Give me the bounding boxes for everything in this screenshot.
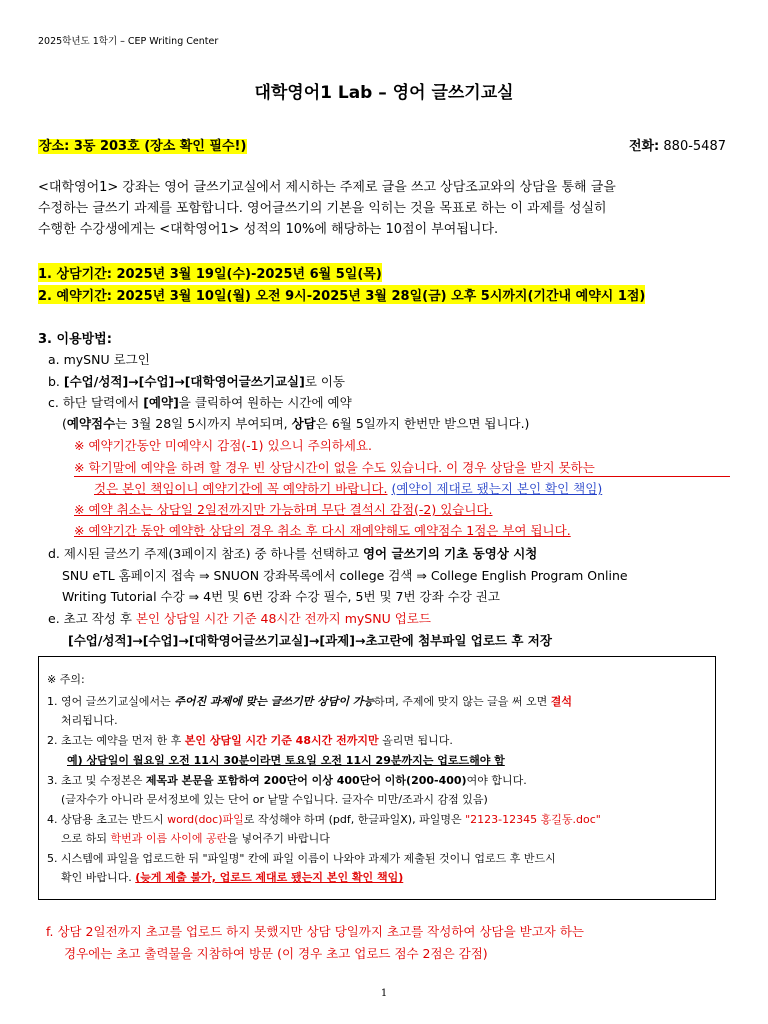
step-e — [48, 609, 431, 627]
caution-text: 올리면 됩니다. — [378, 734, 453, 747]
warning-3: ※ 예약 취소는 상담일 2일전까지만 가능하며 무단 결석시 감점(-2) 있습니다. — [74, 502, 493, 517]
reservation-period: 2. 예약기간: 2025년 3월 10일(월) 오전 9시-2025년 3월 28일(금) 오후 5시까지(기간내 예약시 1점) — [38, 285, 645, 304]
step-d-line3: Writing Tutorial 수강 ⇒ 4번 및 6번 강좌 수강 필수, 5번 및 7번 강좌 수강 권고 — [62, 589, 500, 604]
warning-2-blue: (예약이 제대로 됐는지 본인 확인 책임) — [391, 481, 603, 496]
step-e-path: [수업/성적]→[수업]→[대학영어글쓰기교실]→[과제]→초고란에 첨부파일 업로드 후 저장 — [68, 633, 552, 648]
caution-item-4 — [47, 811, 601, 827]
step-c-prefix: c. 하단 달력에서 — [48, 395, 144, 410]
location-row — [38, 135, 726, 154]
consultation-period: 1. 상담기간: 2025년 3월 19일(수)-2025년 6월 5일(목) — [38, 263, 382, 282]
caution-red: word(doc)파일 — [167, 813, 244, 826]
caution-heading: ※ 주의: — [47, 673, 85, 686]
step-c — [48, 393, 352, 411]
note-part-bold: 예약점수 — [66, 416, 116, 431]
intro-paragraph — [38, 177, 732, 240]
step-c-reserve: [예약] — [143, 395, 179, 410]
page-number: 1 — [380, 988, 388, 999]
caution-text: 확인 바랍니다. — [61, 871, 136, 884]
caution-text: 로 작성해야 하며 (pdf, 한글파일X), 파일명은 — [243, 813, 466, 826]
step-b-path: [수업/성적]→[수업]→[대학영어글쓰기교실] — [63, 374, 305, 389]
step-b-suffix: 로 이동 — [304, 374, 346, 389]
caution-bold: 제목과 본문을 포함하여 200단어 이상 400단어 이하(200-400) — [145, 774, 467, 787]
caution-text: 4. 상담용 초고는 반드시 — [47, 813, 168, 826]
warning-4: ※ 예약기간 동안 예약한 상담의 경우 취소 후 다시 재예약해도 예약점수 1점은 부여 됩니다. — [74, 523, 571, 538]
step-b — [48, 372, 345, 390]
section-usage-heading: 3. 이용방법: — [38, 332, 112, 347]
step-d — [48, 544, 537, 562]
caution-red: "2123-12345 홍길동.doc" — [465, 813, 601, 826]
document-header: 2025학년도 1학기 – CEP Writing Center — [38, 36, 219, 47]
note-part-bold: 상담 — [291, 416, 316, 431]
location-label: 장소: 3동 203호 (장소 확인 필수!) — [39, 139, 247, 154]
note-part: ( — [62, 416, 67, 431]
caution-item-3-cont: (글자수가 아니라 문서정보에 있는 단어 or 낱말 수입니다. 글자수 미만/조과시 감점 있음) — [61, 793, 488, 806]
phone-label: 전화: — [628, 139, 660, 154]
caution-item-2-example: 예) 상담일이 월요일 오전 11시 30분이라면 토요일 오전 11시 29분까지는 업로드해야 함 — [67, 754, 505, 767]
step-e-red: 본인 상담일 시간 기준 48시간 전까지 mySNU 업로드 — [135, 611, 431, 626]
note-part: 는 3월 28일 5시까지 부여되며, — [115, 416, 292, 431]
caution-red: 학번과 이름 사이에 공란 — [110, 832, 228, 845]
caution-item-2 — [47, 732, 453, 748]
step-f-cont: 경우에는 초고 출력물을 지참하여 방문 (이 경우 초고 업로드 점수 2점은 감점) — [64, 946, 488, 961]
step-e-prefix: e. 초고 작성 후 — [48, 611, 136, 626]
step-d-prefix: d. 제시된 글쓰기 주제(3페이지 참조) 중 하나를 선택하고 — [48, 546, 363, 561]
caution-text: 을 넣어주기 바랍니다 — [227, 832, 330, 845]
warning-2-red: 것은 본인 책임이니 예약기간에 꼭 예약하기 바랍니다. — [94, 481, 388, 496]
caution-text: 하며, 주제에 맞지 않는 글을 써 오면 — [374, 695, 551, 708]
phone-info — [629, 135, 726, 154]
warning-2: ※ 학기말에 예약을 하려 할 경우 빈 상담시간이 없을 수도 있습니다. 이 경우 상담을 받지 못하는 — [74, 458, 730, 477]
intro-line: 수정하는 글쓰기 과제를 포함합니다. 영어글쓰기의 기본을 익히는 것을 목표로 하는 이 과제를 성실히 — [38, 201, 607, 216]
step-c-note — [62, 414, 529, 432]
caution-text: 여야 합니다. — [466, 774, 527, 787]
step-a: a. mySNU 로그인 — [48, 352, 150, 367]
step-d-line2: SNU eTL 홈페이지 접속 ⇒ SNUON 강좌목록에서 college 검색 ⇒ College English Program Online — [62, 568, 628, 583]
step-b-prefix: b. — [48, 374, 64, 389]
warning-1: ※ 예약기간동안 미예약시 감점(-1) 있으니 주의하세요. — [74, 438, 373, 453]
step-c-suffix: 을 클릭하여 원하는 시간에 예약 — [178, 395, 352, 410]
step-f: f. 상담 2일전까지 초고를 업로드 하지 못했지만 상담 당일까지 초고를 작성하여 상담을 받고자 하는 — [46, 924, 584, 939]
step-d-bold: 영어 글쓰기의 기초 동영상 시청 — [362, 546, 538, 561]
caution-red: (늦게 제출 불가, 업로드 제대로 됐는지 본인 확인 책임) — [135, 871, 404, 884]
intro-line: 수행한 수강생에게는 <대학영어1> 성적의 10%에 해당하는 10점이 부여됩니다. — [38, 222, 499, 237]
intro-line: <대학영어1> 강좌는 영어 글쓰기교실에서 제시하는 주제로 글을 쓰고 상담조교와의 상담을 통해 글을 — [38, 180, 616, 195]
caution-text: 1. 영어 글쓰기교실에서는 — [47, 695, 175, 708]
caution-item-3 — [47, 772, 527, 788]
note-part: 은 6월 5일까지 한번만 받으면 됩니다.) — [315, 416, 530, 431]
caution-text: 3. 초고 및 수정본은 — [47, 774, 146, 787]
phone-number: 880-5487 — [663, 139, 726, 154]
caution-emphasis: 주어진 과제에 맞는 글쓰기만 상담이 가능 — [174, 695, 375, 708]
caution-item-1 — [47, 693, 572, 709]
caution-box — [38, 656, 716, 900]
caution-red: 결석 — [550, 695, 573, 708]
caution-item-4-cont — [61, 830, 330, 846]
caution-item-1-cont: 처리됩니다. — [61, 714, 118, 727]
page-title: 대학영어1 Lab – 영어 글쓰기교실 — [254, 83, 514, 103]
caution-text: 2. 초고는 예약을 먼저 한 후 — [47, 734, 185, 747]
caution-item-5: 5. 시스템에 파일을 업로드한 뒤 "파일명" 칸에 파일 이름이 나와야 과제가 제출된 것이니 업로드 후 반드시 — [47, 852, 556, 865]
caution-text: 으로 하되 — [61, 832, 111, 845]
caution-item-5-cont — [61, 869, 403, 885]
warning-2-cont — [94, 479, 602, 497]
caution-red: 본인 상담일 시간 기준 48시간 전까지만 — [184, 734, 379, 747]
